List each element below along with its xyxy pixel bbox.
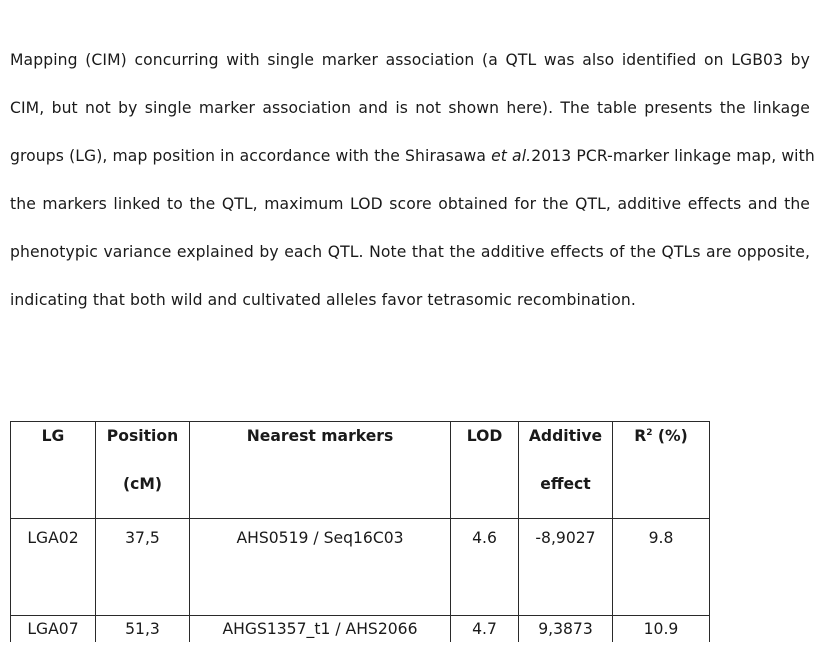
header-nearest-markers: Nearest markers: [190, 422, 451, 519]
cell-lod: 4.6: [451, 519, 519, 616]
paragraph-text: 2013 PCR-marker linkage map, with: [531, 147, 815, 165]
header-additive-effect: Additive effect: [519, 422, 613, 519]
cell-position: 51,3: [96, 616, 190, 643]
cell-lod: 4.7: [451, 616, 519, 643]
table-row: [11, 616, 710, 643]
header-r-squared: $R^2$ (%): [613, 422, 710, 519]
paragraph-line: the markers linked to the QTL, maximum LOD score obtained for the QTL, additive effects and the: [10, 195, 810, 213]
cell-additive: -8,9027: [519, 519, 613, 616]
table-header-row: [11, 422, 710, 519]
paragraph-line: CIM, but not by single marker association and is not shown here). The table presents the linkage: [10, 99, 810, 117]
header-position: Position (cM): [96, 422, 190, 519]
paragraph-line: phenotypic variance explained by each QTL. Note that the additive effects of the QTLs are opposite,: [10, 243, 810, 261]
paragraph-text: groups (LG), map position in accordance with the Shirasawa: [10, 147, 492, 165]
cell-lg: LGA02: [11, 519, 96, 616]
paragraph-line: indicating that both wild and cultivated alleles favor tetrasomic recombination.: [10, 291, 636, 309]
cell-lg: LGA07: [11, 616, 96, 643]
header-lg: LG: [11, 422, 96, 519]
cell-additive: 9,3873: [519, 616, 613, 643]
cell-r2: 10.9: [613, 616, 710, 643]
cell-r2: 9.8: [613, 519, 710, 616]
header-lod: LOD: [451, 422, 519, 519]
body-paragraph: [10, 36, 815, 324]
cell-markers: AHGS1357_t1 / AHS2066: [190, 616, 451, 643]
cell-position: 37,5: [96, 519, 190, 616]
table-row: [11, 519, 710, 616]
qtl-table: [10, 421, 710, 642]
cell-markers: AHS0519 / Seq16C03: [190, 519, 451, 616]
citation-italic: et al.: [491, 147, 532, 165]
paragraph-line: [10, 132, 815, 180]
paragraph-line: Mapping (CIM) concurring with single marker association (a QTL was also identified on LGB03 by: [10, 51, 810, 69]
